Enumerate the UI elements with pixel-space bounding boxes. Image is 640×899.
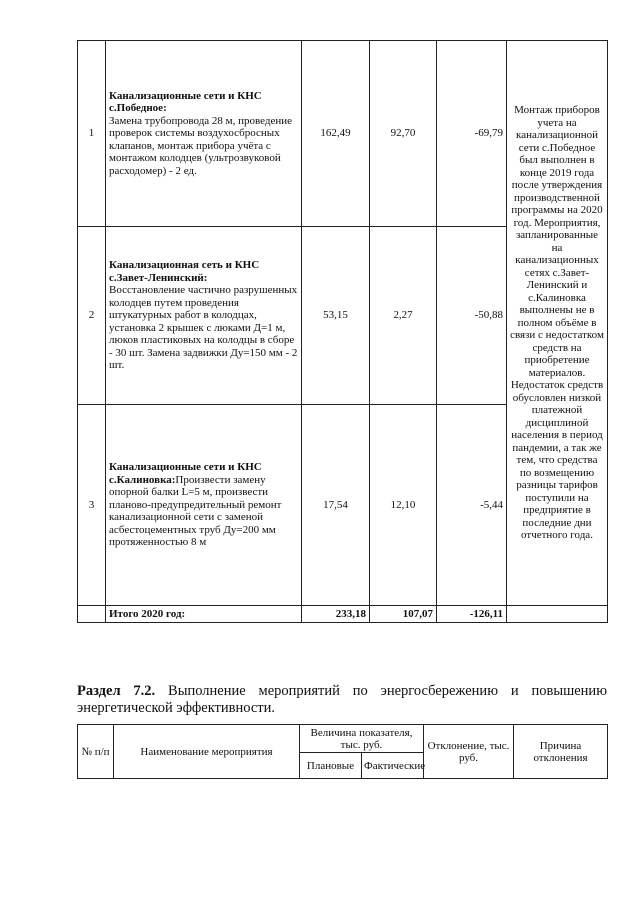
measure-text: Восстановление частично разрушенных колодцев путем проведения штукатурных работ в колодцах, установка 2 крышек с люками Д=1 м, люков пластиковых на колодцы в сборе - 30 шт. Замена задвижки Ду=150 мм - 2 шт. (109, 284, 298, 372)
total-actual: 107,07 (370, 606, 437, 623)
total-empty-cell (78, 606, 106, 623)
measure-title: Канализационные сети и КНС с.Победное: (109, 89, 262, 115)
header-num: № п/п (78, 725, 114, 779)
header-deviation: Отклонение, тыс. руб. (424, 725, 514, 779)
header-reason: Причина отклонения (514, 725, 608, 779)
table-row (78, 41, 608, 227)
measure-title: Канализационные сети и КНС с.Калиновка: (109, 461, 262, 486)
row-number: 2 (78, 227, 106, 405)
section-title: Выполнение мероприятий по энергосбережению и повышению энергетической эффективности. (77, 683, 608, 716)
measures-table (77, 40, 608, 623)
actual-value: 92,70 (370, 41, 437, 227)
measure-title: Канализационная сеть и КНС с.Завет-Ленинский: (109, 259, 260, 284)
deviation-value: -50,88 (437, 227, 507, 405)
measure-description (106, 41, 302, 227)
header-name: Наименование мероприятия (114, 725, 300, 779)
section-number: Раздел 7.2. (77, 683, 156, 699)
header-value: Величина показателя, тыс. руб. (300, 725, 424, 753)
row-number: 1 (78, 41, 106, 227)
total-planned: 233,18 (302, 606, 370, 623)
planned-value: 162,49 (302, 41, 370, 227)
row-number: 3 (78, 405, 106, 606)
total-empty-reason (507, 606, 608, 623)
planned-value: 17,54 (302, 405, 370, 606)
energy-measures-table-header (77, 724, 608, 779)
total-deviation: -126,11 (437, 606, 507, 623)
measure-text: Произвести замену опорной балки L=5 м, произвести планово-предупредительный ремонт канализационной сети с заменой асбестоцементных труб Ду=200 мм протяженностью 8 м (109, 473, 282, 549)
measure-description (106, 405, 302, 606)
measure-description (106, 227, 302, 405)
total-row (78, 606, 608, 623)
section-heading (77, 683, 607, 717)
actual-value: 2,27 (370, 227, 437, 405)
actual-value: 12,10 (370, 405, 437, 606)
planned-value: 53,15 (302, 227, 370, 405)
deviation-value: -69,79 (437, 41, 507, 227)
measure-text: Замена трубопровода 28 м, проведение проверок системы воздухосбросных клапанов, монтаж прибора учёта с монтажом колодцев (ультрозвуковой расходомер) - 2 ед. (109, 114, 293, 177)
deviation-reason: Монтаж приборов учета на канализационной сети с.Победное был выполнен в конце 2019 года после утверждения производственной программы на 2020 год. Мероприятия, запланированные на канализационных сетях с.Завет-Ленинский и с.Калиновка выполнены не в полном объёме в связи с недостатком средств на приобретение материалов. Недостаток средств обусловлен низкой платежной дисциплиной населения в период пандемии, а так же тем, что средства по возмещению разницы тарифов поступили на предприятие в последние дни отчетного года. (507, 41, 608, 606)
total-label: Итого 2020 год: (106, 606, 302, 623)
header-actual: Фактические (362, 753, 424, 779)
header-row (78, 725, 608, 753)
deviation-value: -5,44 (437, 405, 507, 606)
header-planned: Плановые (300, 753, 362, 779)
